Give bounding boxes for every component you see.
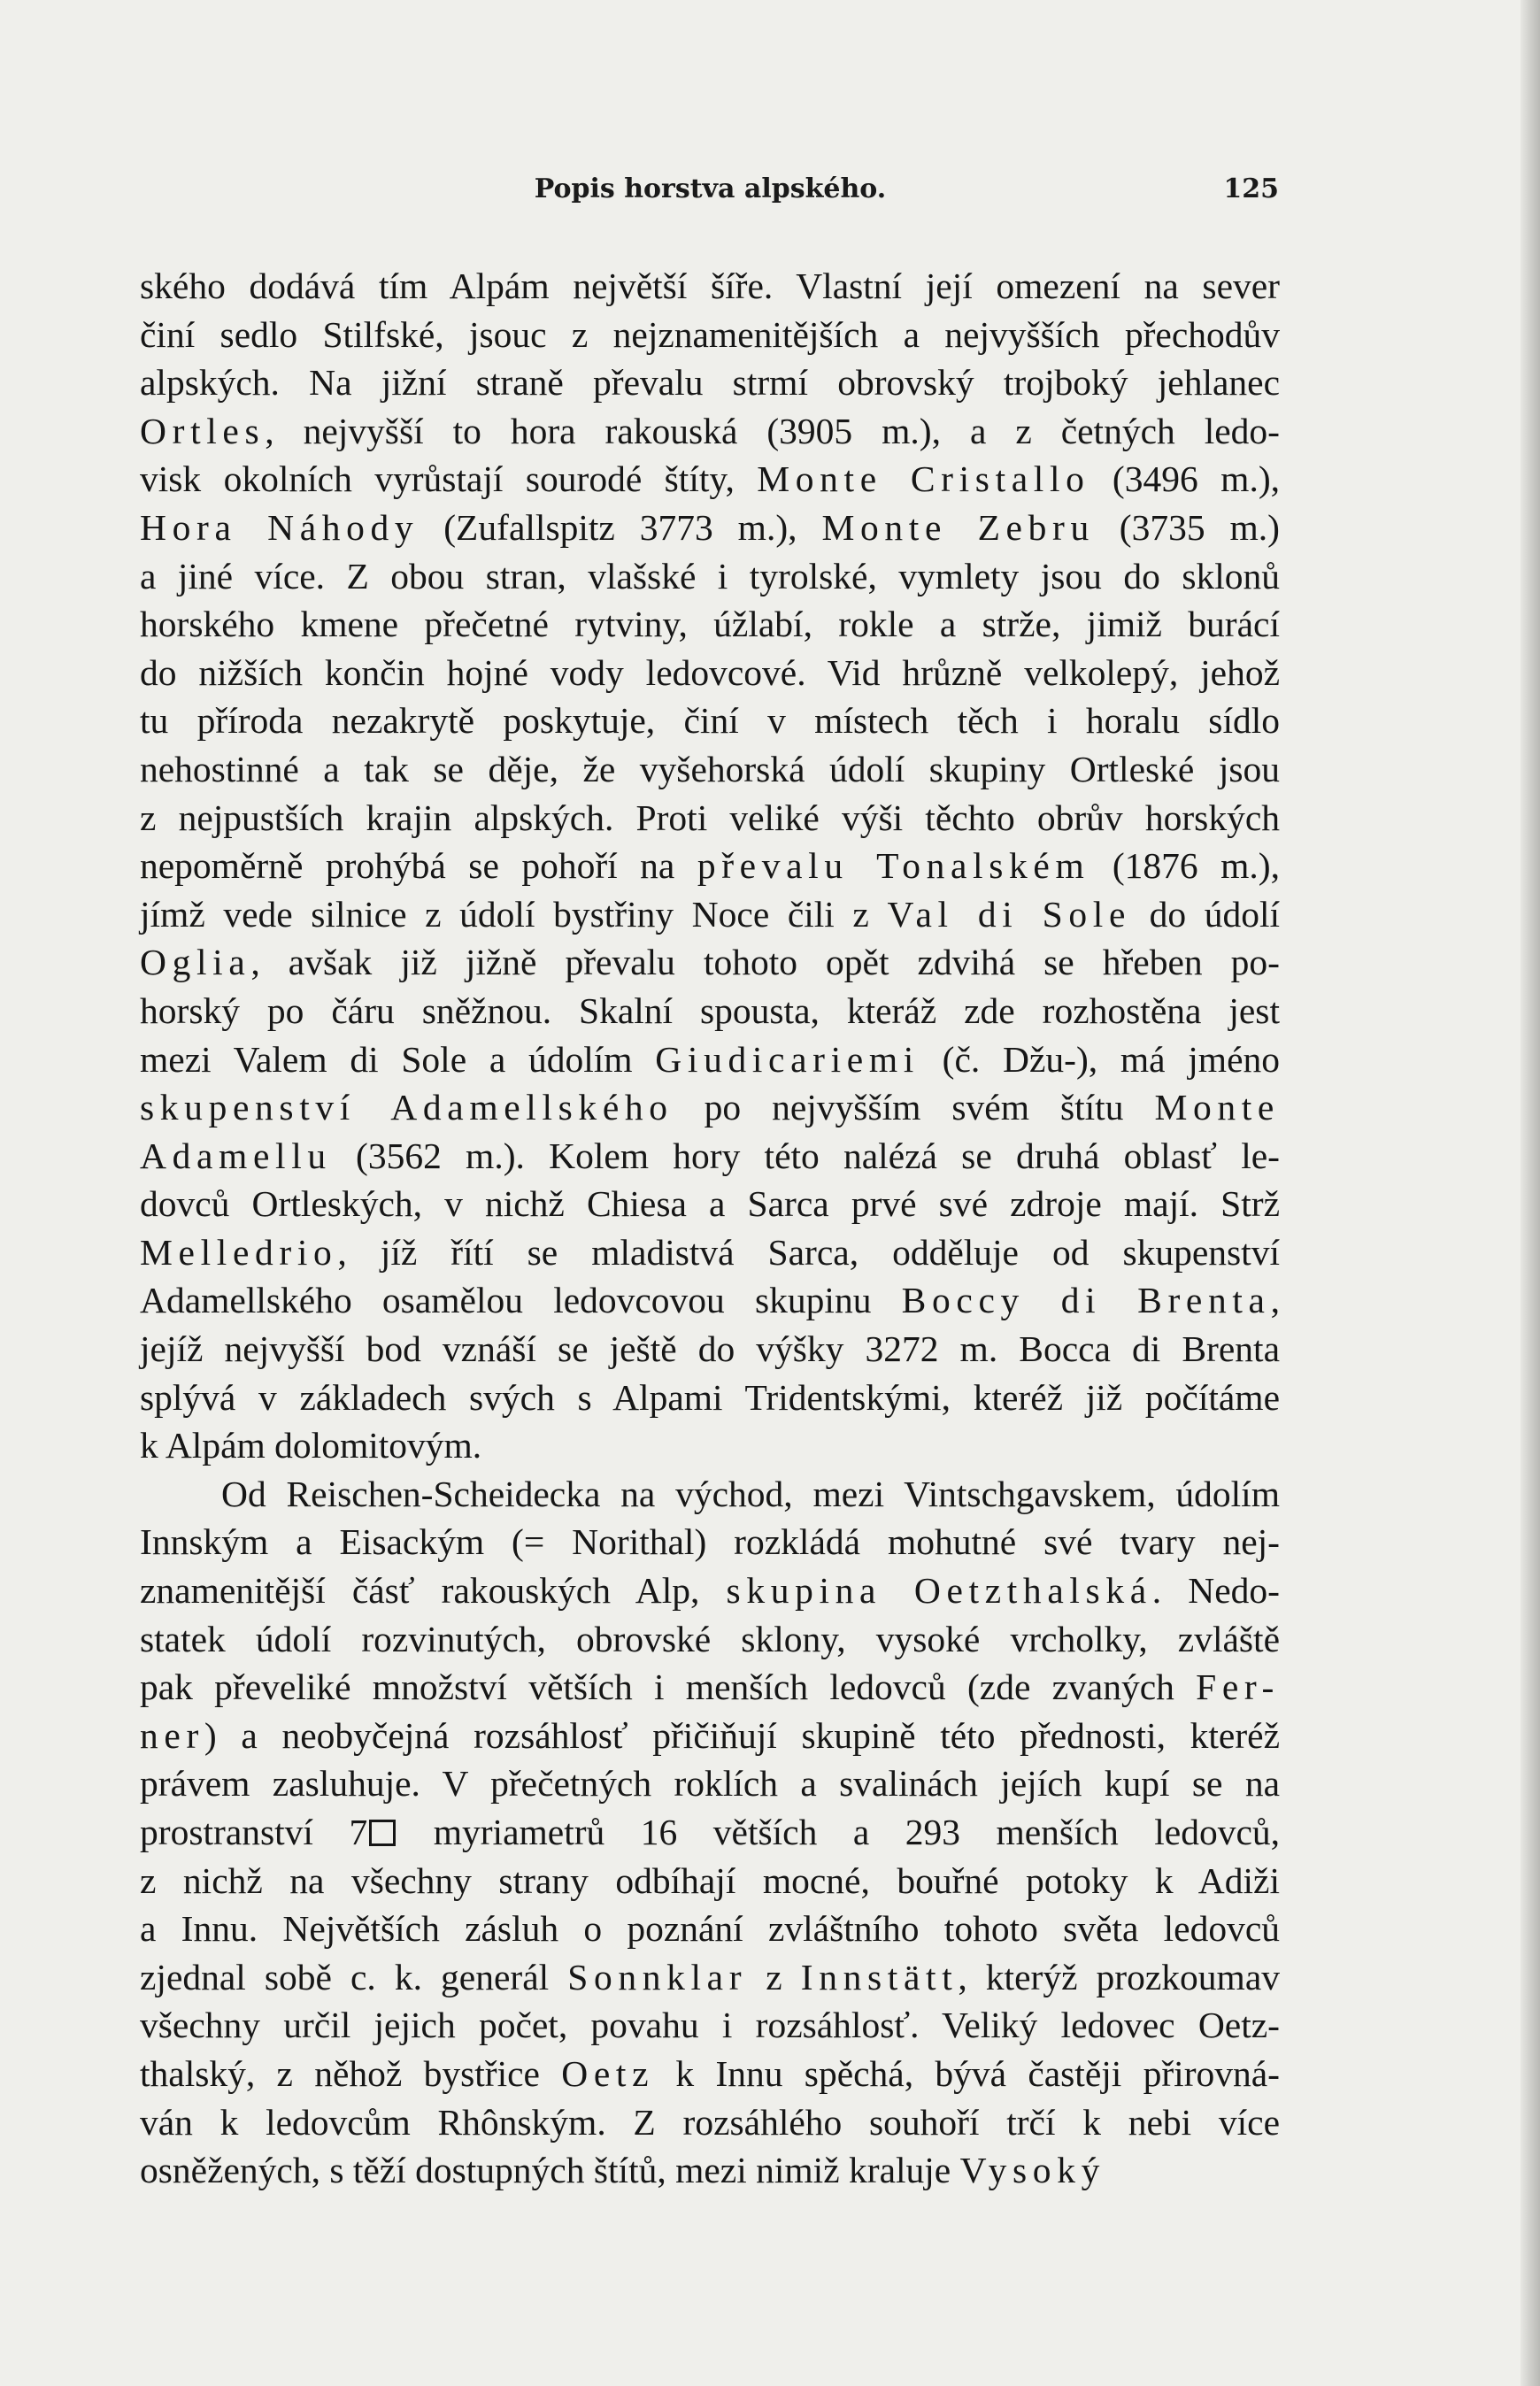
text-run: prostranství 7 xyxy=(140,1812,368,1852)
spaced-term: Monte Zebru xyxy=(821,506,1095,548)
text-run: z nejpustších krajin alpských. Proti veliké výši těchto obrův horských xyxy=(140,797,1280,838)
spaced-term: Melledrio xyxy=(140,1231,338,1273)
spaced-term: Fer- xyxy=(1196,1666,1280,1708)
paragraph xyxy=(140,1470,1280,2195)
text-run: myriametrů 16 větších a 293 menších ledovců, xyxy=(397,1812,1280,1852)
text-line xyxy=(140,311,1280,359)
spaced-term: Boccy di Brenta xyxy=(901,1280,1271,1321)
text-line xyxy=(140,1325,1280,1374)
text-line xyxy=(140,842,1280,890)
text-run: , jíž řítí se mladistvá Sarca, odděluje od skupenství xyxy=(337,1231,1280,1273)
text-run: , kterýž prozkoumav xyxy=(958,1956,1280,1997)
text-run: splývá v základech svých s Alpami Tridentskými, kteréž již počítáme xyxy=(140,1376,1280,1418)
text-line xyxy=(140,1276,1280,1325)
spaced-term: Giudicariemi xyxy=(655,1038,920,1080)
text-run: zjednal sobě c. k. generál xyxy=(140,1956,568,1997)
spaced-term: Sonnklar xyxy=(567,1956,748,1997)
text-line xyxy=(140,504,1280,552)
text-line xyxy=(140,1421,1280,1470)
text-line xyxy=(140,1663,1280,1712)
text-run: tu příroda nezakrytě poskytuje, činí v místech těch i horalu sídlo xyxy=(140,700,1280,742)
text-run: visk okolních vyrůstají sourodé štíty, xyxy=(140,458,758,500)
text-line xyxy=(140,1470,1280,1519)
spaced-term: skupenství Adamellského xyxy=(140,1087,674,1128)
spaced-term: Vysoký xyxy=(959,2150,1105,2191)
text-run: (č. Džu-), má jméno xyxy=(919,1038,1280,1080)
text-line xyxy=(140,2146,1280,2195)
text-run: Od Reischen-Scheidecka na východ, mezi Vintschgavskem, údolím xyxy=(221,1473,1280,1514)
text-run: ván k ledovcům Rhônským. Z rozsáhlého souhoří trčí k nebi více xyxy=(140,2101,1280,2143)
text-line xyxy=(140,1615,1280,1664)
text-run: právem zasluhuje. V přečetných roklích a svalinách jejích kupí se na xyxy=(140,1763,1280,1805)
text-run: ) a neobyčejná rozsáhlosť přičiňují skupině této přednosti, kteréž xyxy=(204,1714,1280,1756)
spaced-term: Oetz xyxy=(561,2052,655,2094)
text-run: k Alpám dolomitovým. xyxy=(140,1425,482,1466)
text-line xyxy=(140,890,1280,939)
text-line xyxy=(140,600,1280,649)
spaced-term: Monte Cristallo xyxy=(757,458,1090,500)
text-line xyxy=(140,455,1280,504)
spaced-term: ner xyxy=(140,1714,204,1756)
text-line xyxy=(140,649,1280,697)
text-run: alpských. Na jižní straně převalu strmí obrovský trojboký jehlanec xyxy=(140,362,1280,404)
spaced-term: Ortles xyxy=(140,410,266,451)
text-run: thalský, z něhož bystřice xyxy=(140,2052,562,2094)
text-run: jímž vede silnice z údolí bystřiny Noce čili z xyxy=(140,893,888,935)
spaced-term: Val di Sole xyxy=(887,893,1132,935)
text-run: (3496 m.), xyxy=(1090,458,1281,500)
text-run: znamenitější čásť rakouských Alp, xyxy=(140,1570,727,1612)
text-run: horský po čáru sněžnou. Skalní spousta, kteráž zde rozhostěna jest xyxy=(140,989,1280,1031)
square-symbol-icon xyxy=(369,1820,396,1846)
text-line xyxy=(140,987,1280,1035)
text-run: pak převeliké množství větších i menších ledovců (zde zvaných xyxy=(140,1666,1197,1708)
running-header xyxy=(142,173,1279,218)
spaced-term: skupina Oetzthalská xyxy=(726,1570,1152,1612)
text-run: (Zufallspitz 3773 m.), xyxy=(419,506,822,548)
text-line xyxy=(140,697,1280,745)
text-line xyxy=(140,1035,1280,1084)
text-run: ského dodává tím Alpám největší šíře. Vlastní její omezení na sever xyxy=(140,266,1280,306)
text-line xyxy=(140,2098,1280,2147)
text-line xyxy=(140,1518,1280,1566)
text-run: horského kmene přečetné rytviny, úžlabí, rokle a strže, jimiž burácí xyxy=(140,604,1280,645)
text-line xyxy=(140,2050,1280,2098)
spaced-term: Hora Náhody xyxy=(140,506,420,548)
text-run: osněžených, s těží dostupných štítů, mezi nimiž kraluje xyxy=(140,2150,960,2191)
text-run: z nichž na všechny strany odbíhají mocné, bouřné potoky k Adiži xyxy=(140,1859,1280,1901)
text-line xyxy=(140,1374,1280,1422)
text-run: , avšak již jižně převalu tohoto opět zdvihá se hřeben po- xyxy=(250,942,1280,983)
text-run: jejíž nejvyšší bod vznáší se ještě do výšky 3272 m. Bocca di Brenta xyxy=(140,1328,1280,1370)
text-run: po nejvyšším svém štítu xyxy=(673,1087,1155,1128)
text-line xyxy=(140,1566,1280,1615)
text-run: a Innu. Největších zásluh o poznání zvláštního tohoto světa ledovců xyxy=(140,1908,1280,1950)
text-run: nepoměrně prohýbá se pohoří na xyxy=(140,845,697,887)
body-text xyxy=(140,262,1280,2195)
text-run: (1876 m.), xyxy=(1090,845,1280,887)
text-line xyxy=(140,262,1280,311)
text-line xyxy=(140,1953,1280,2002)
text-run: Adamellského osamělou ledovcovou skupinu xyxy=(140,1280,902,1321)
text-line xyxy=(140,1759,1280,1808)
text-run: Innským a Eisackým (= Norithal) rozkládá mohutné své tvary nej- xyxy=(140,1521,1280,1563)
text-line xyxy=(140,1905,1280,1953)
text-line xyxy=(140,1180,1280,1228)
spaced-term: Innstätt xyxy=(800,1956,959,1997)
text-run: všechny určil jejich počet, povahu i rozsáhlosť. Veliký ledovec Oetz- xyxy=(140,2005,1280,2046)
text-run: činí sedlo Stilfské, jsouc z nejznamenitějších a nejvyšších přechodův xyxy=(140,313,1280,355)
text-run: a jiné více. Z obou stran, vlašské i tyrolské, vymlety jsou do sklonů xyxy=(140,555,1280,596)
text-line xyxy=(140,358,1280,407)
text-run: z xyxy=(747,1956,801,1997)
text-run: , xyxy=(1270,1280,1280,1321)
text-run: mezi Valem di Sole a údolím xyxy=(140,1038,656,1080)
text-line xyxy=(140,938,1280,987)
text-line xyxy=(140,407,1280,456)
spaced-term: Oglia xyxy=(140,942,251,983)
text-line xyxy=(140,1228,1280,1277)
text-run: nehostinné a tak se děje, že vyšehorská údolí skupiny Ortleské jsou xyxy=(140,748,1280,789)
text-run: , nejvyšší to hora rakouská (3905 m.), a z četných ledo- xyxy=(265,410,1280,451)
text-run: do údolí xyxy=(1131,893,1281,935)
text-run: (3562 m.). Kolem hory této nalézá se druhá oblasť le- xyxy=(331,1135,1280,1176)
text-line xyxy=(140,794,1280,843)
running-title: Popis horstva alpského. xyxy=(534,173,887,204)
text-line xyxy=(140,1712,1280,1760)
text-line xyxy=(140,2001,1280,2050)
page-number: 125 xyxy=(1223,173,1279,204)
text-run: (3735 m.) xyxy=(1094,506,1280,548)
page-edge xyxy=(1521,0,1540,2386)
text-run: statek údolí rozvinutých, obrovské sklony, vysoké vrcholky, zvláště xyxy=(140,1618,1280,1659)
text-line xyxy=(140,552,1280,601)
text-run: . Nedo- xyxy=(1151,1570,1280,1612)
spaced-term: převalu Tonalském xyxy=(697,845,1090,887)
text-line xyxy=(140,745,1280,794)
text-run: do nižších končin hojné vody ledovcové. Vid hrůzně velkolepý, jehož xyxy=(140,651,1280,693)
text-line xyxy=(140,1083,1280,1132)
text-run: dovců Ortleských, v nichž Chiesa a Sarca prvé své zdroje mají. Strž xyxy=(140,1183,1280,1225)
text-line xyxy=(140,1808,1280,1857)
spaced-term: Adamellu xyxy=(140,1135,332,1176)
text-line xyxy=(140,1857,1280,1905)
paragraph xyxy=(140,262,1280,1470)
text-line xyxy=(140,1132,1280,1181)
text-run: k Innu spěchá, bývá častěji přirovná- xyxy=(654,2052,1280,2094)
spaced-term: Monte xyxy=(1154,1087,1280,1128)
